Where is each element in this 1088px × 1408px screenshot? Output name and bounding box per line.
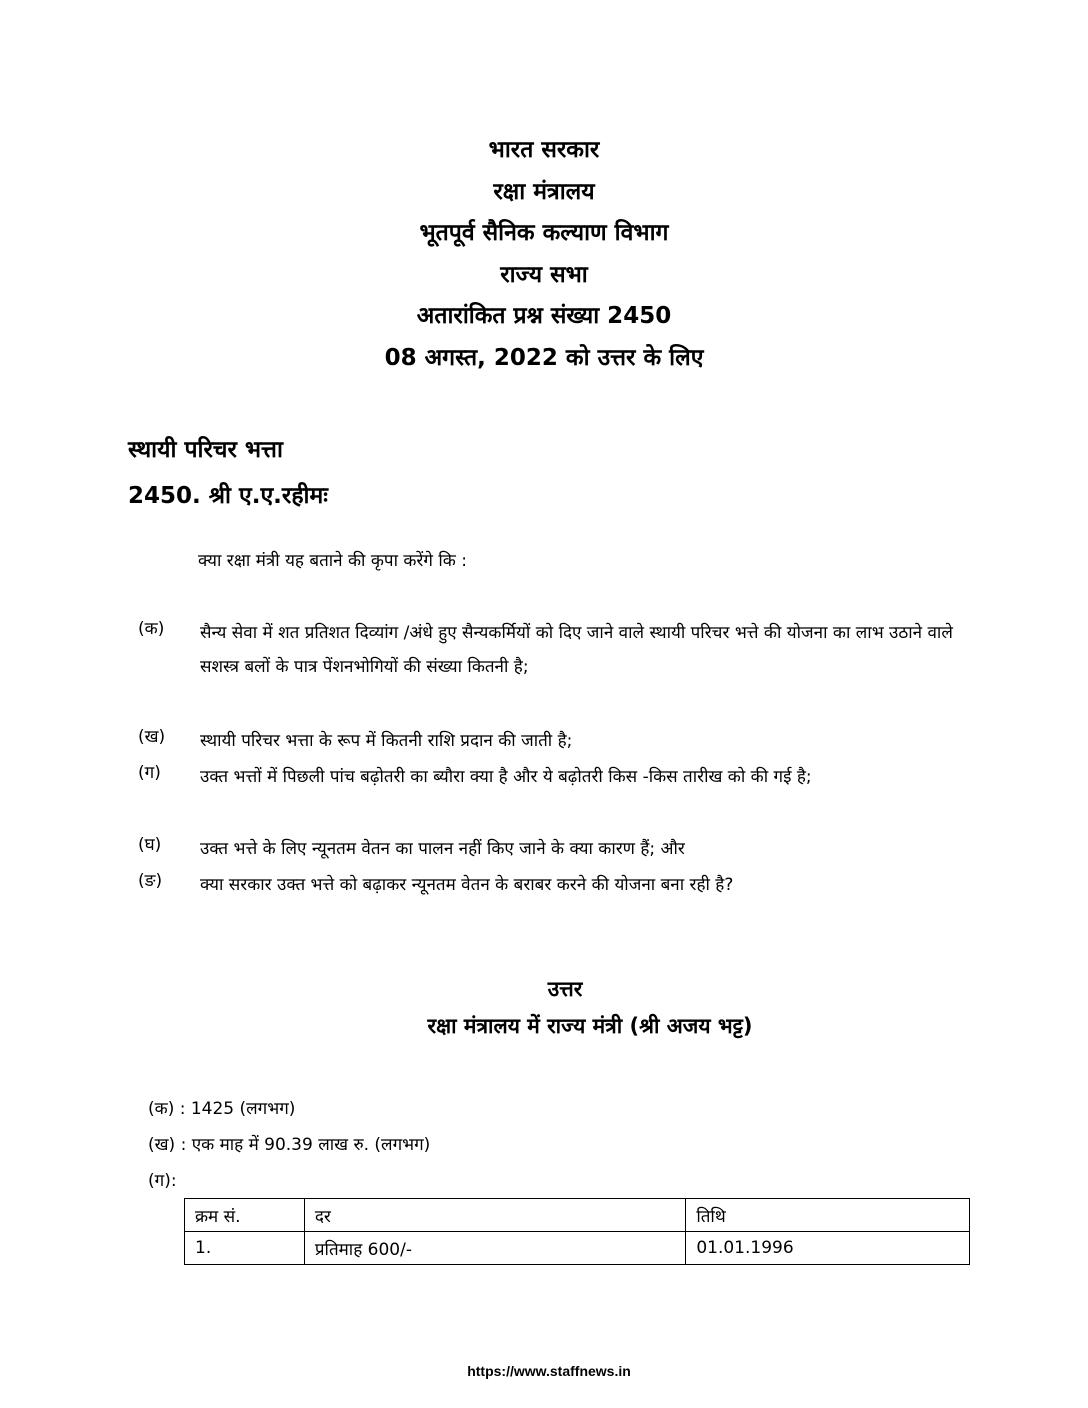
header-ministry: रक्षा मंत्रालय <box>493 178 595 205</box>
table-header-date: तिथि <box>686 1199 970 1232</box>
question-item-label: (क) <box>138 619 165 639</box>
question-item-label: (घ) <box>138 835 162 855</box>
table-header-serial: क्रम सं. <box>185 1199 305 1232</box>
header-question-number: अतारांकित प्रश्न संख्या 2450 <box>416 303 672 329</box>
header-house: राज्य सभा <box>500 261 588 288</box>
table-cell-rate: प्रतिमाह 600/- <box>304 1232 685 1265</box>
table-cell-date: 01.01.1996 <box>686 1232 970 1265</box>
question-item-text: उक्त भत्तों में पिछली पांच बढ़ोतरी का ब्यौरा क्या है और ये बढ़ोतरी किस -किस तारीख को की गई है; <box>200 767 812 787</box>
table-cell-serial: 1. <box>185 1232 305 1265</box>
question-item-label: (ग) <box>138 763 161 783</box>
question-item-text: स्थायी परिचर भत्ता के रूप में कितनी राशि प्रदान की जाती है; <box>200 731 573 751</box>
header-government: भारत सरकार <box>488 137 600 163</box>
answer-minister: रक्षा मंत्रालय में राज्य मंत्री (श्री अजय भट्ट) <box>427 1014 753 1038</box>
footer-url: https://www.staffnews.in <box>467 1363 631 1379</box>
answer-title: उत्तर <box>547 977 583 1001</box>
table-header-row <box>185 1199 970 1232</box>
allowance-rate-table <box>184 1198 970 1265</box>
answer-kha: (ख) : एक माह में 90.39 लाख रु. (लगभग) <box>148 1135 431 1155</box>
question-item-text: सैन्य सेवा में शत प्रतिशत दिव्यांग /अंधे हुए सैन्यकर्मियों को दिए जाने वाले स्थायी परिचर भत्ते की योजना का लाभ उठाने वाले सशस्त्र बलों के पात्र पेंशनभोगियों की संख्या कितनी है; <box>200 623 953 677</box>
question-intro: क्या रक्षा मंत्री यह बताने की कृपा करेंगे कि : <box>198 551 467 571</box>
question-member: 2450. श्री ए.ए.रहीमः <box>128 483 328 509</box>
question-subject: स्थायी परिचर भत्ता <box>128 437 283 463</box>
table-header-rate: दर <box>304 1199 685 1232</box>
header-answer-date: 08 अगस्त, 2022 को उत्तर के लिए <box>384 344 704 371</box>
table-row <box>185 1232 970 1265</box>
question-item-text: उक्त भत्ते के लिए न्यूनतम वेतन का पालन नहीं किए जाने के क्या कारण हैं; और <box>200 839 685 859</box>
question-item-label: (ङ) <box>138 871 163 891</box>
answer-ka: (क) : 1425 (लगभग) <box>148 1099 296 1119</box>
question-item-label: (ख) <box>138 727 166 747</box>
question-item-text: क्या सरकार उक्त भत्ते को बढ़ाकर न्यूनतम वेतन के बराबर करने की योजना बना रही है? <box>200 875 734 895</box>
document-header <box>0 130 1088 379</box>
answer-ga: (ग): <box>148 1171 177 1191</box>
header-department: भूतपूर्व सैनिक कल्याण विभाग <box>419 220 669 246</box>
